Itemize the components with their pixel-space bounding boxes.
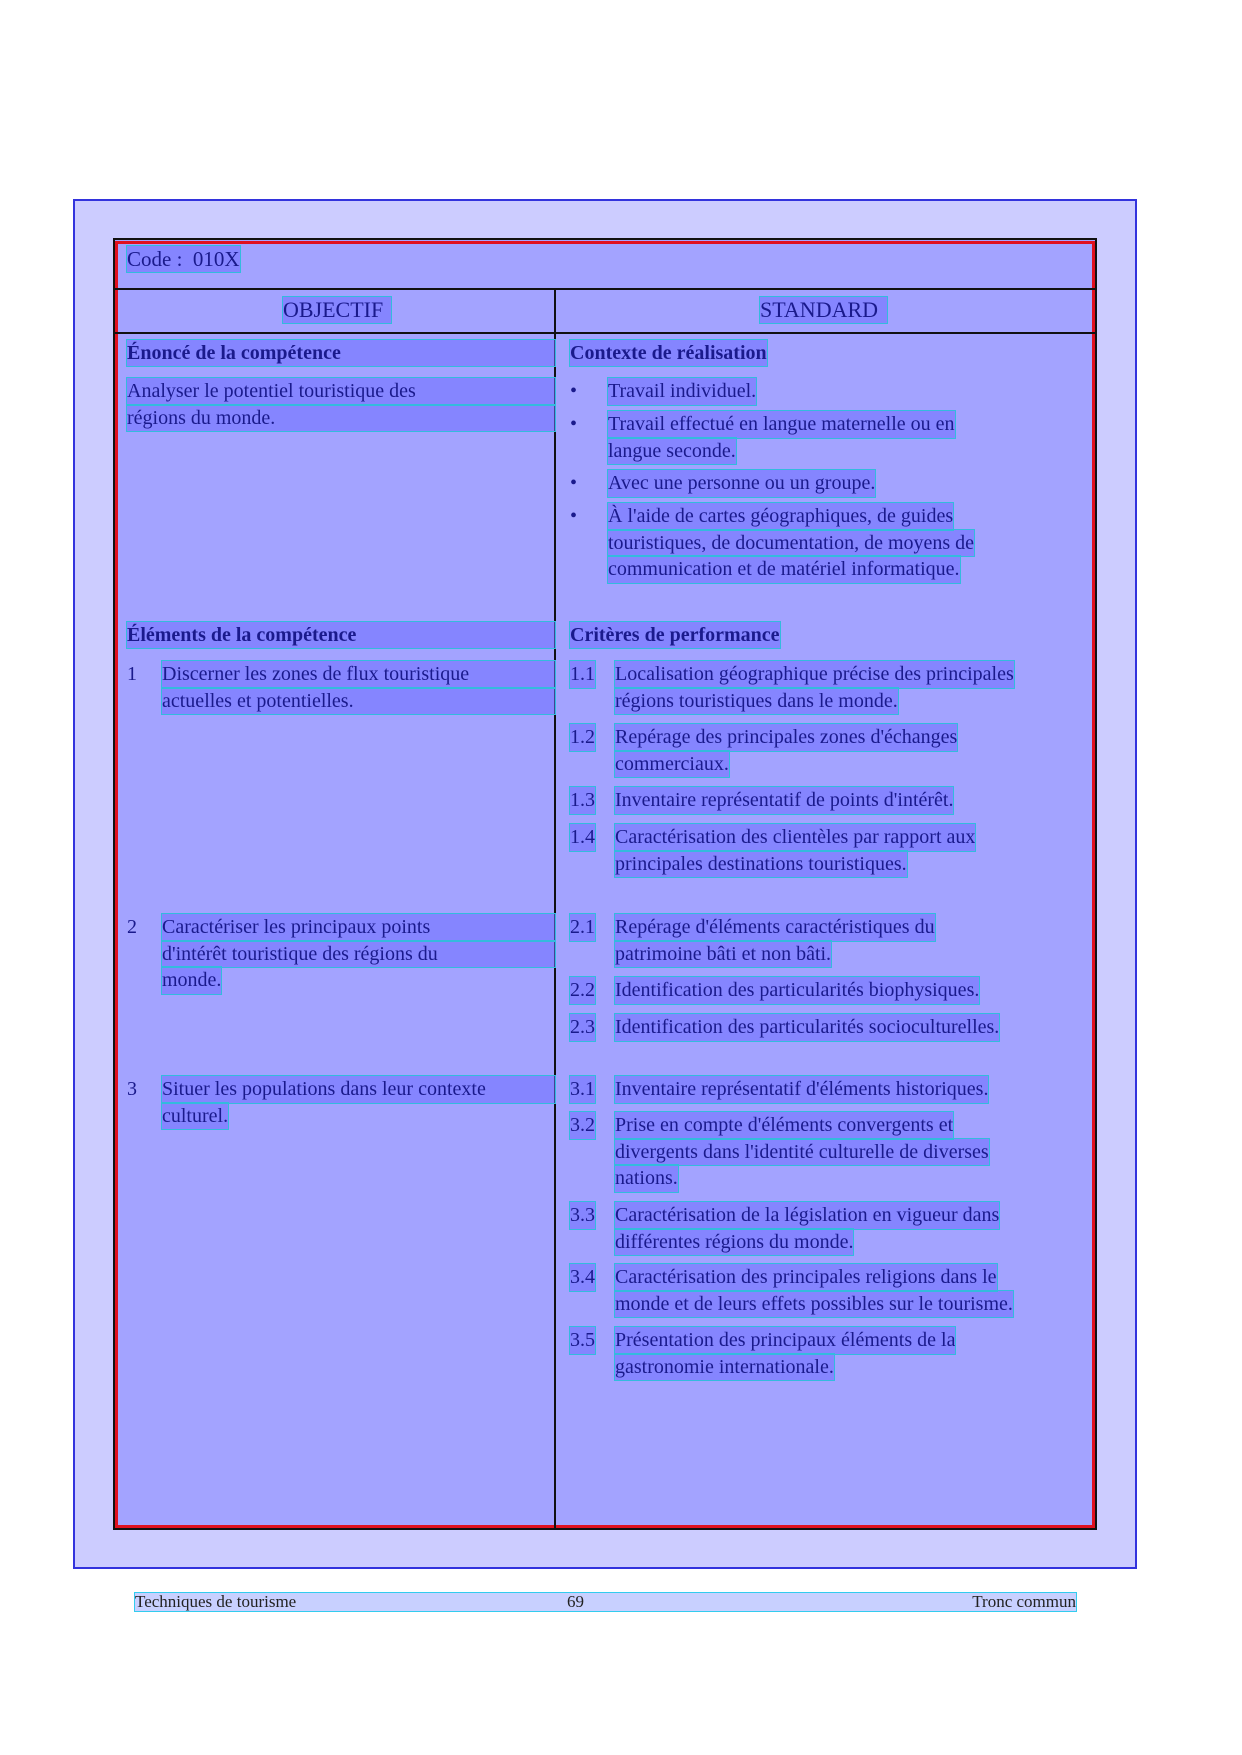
critere-line: principales destinations touristiques. xyxy=(615,851,907,878)
footer-program: Techniques de tourisme xyxy=(135,1592,297,1611)
objectif-header: OBJECTIF xyxy=(283,297,391,323)
element-line: Situer les populations dans leur contexte xyxy=(162,1076,555,1103)
bullet-icon: • xyxy=(570,380,578,402)
element-line: d'intérêt touristique des régions du xyxy=(162,941,555,968)
contexte-line: Travail effectué en langue maternelle ou en xyxy=(608,411,955,438)
critere-line: divergents dans l'identité culturelle de diverses xyxy=(615,1139,989,1166)
element-1 xyxy=(127,661,555,714)
element-number: 3 xyxy=(127,1078,137,1100)
critere-number: 1.1 xyxy=(570,661,595,688)
element-line: Discerner les zones de flux touristique xyxy=(162,661,555,688)
critere-number: 1.2 xyxy=(570,724,595,751)
page-footer xyxy=(135,1593,1076,1611)
header-divider-top xyxy=(113,288,1097,290)
standard-header: STANDARD xyxy=(760,297,887,323)
code-label: Code : 010X xyxy=(127,247,240,271)
critere-number: 2.2 xyxy=(570,977,595,1004)
critere-line: nations. xyxy=(615,1165,678,1192)
contexte-item xyxy=(570,378,756,405)
critere-line: Caractérisation des principales religions dans le xyxy=(615,1264,997,1291)
element-3 xyxy=(127,1076,555,1129)
critere-number: 3.1 xyxy=(570,1076,595,1103)
contexte-line: touristiques, de documentation, de moyens de xyxy=(608,530,974,557)
critere-number: 2.1 xyxy=(570,914,595,941)
critere-1-4 xyxy=(570,824,975,877)
contexte-line: communication et de matériel informatique. xyxy=(608,556,960,583)
critere-line: Identification des particularités socioculturelles. xyxy=(615,1014,999,1041)
element-line: culturel. xyxy=(162,1103,228,1130)
critere-line: Repérage des principales zones d'échanges xyxy=(615,724,957,751)
critere-line: Identification des particularités biophysiques. xyxy=(615,977,979,1004)
contexte-item xyxy=(570,470,875,497)
critere-line: Inventaire représentatif d'éléments historiques. xyxy=(615,1076,988,1103)
page-number: 69 xyxy=(567,1592,584,1611)
critere-1-2 xyxy=(570,724,957,777)
element-number: 1 xyxy=(127,663,137,685)
critere-3-3 xyxy=(570,1202,999,1255)
element-2 xyxy=(127,914,555,994)
critere-line: Caractérisation de la législation en vigueur dans xyxy=(615,1202,999,1229)
critere-line: patrimoine bâti et non bâti. xyxy=(615,941,831,968)
critere-line: Présentation des principaux éléments de la xyxy=(615,1327,955,1354)
critere-3-1 xyxy=(570,1076,988,1103)
critere-line: Caractérisation des clientèles par rapport aux xyxy=(615,824,975,851)
elements-title: Éléments de la compétence xyxy=(127,622,555,648)
contexte-line: À l'aide de cartes géographiques, de guides xyxy=(608,503,953,530)
element-number: 2 xyxy=(127,916,137,938)
contexte-line: Avec une personne ou un groupe. xyxy=(608,470,875,497)
element-line: monde. xyxy=(162,967,221,994)
critere-number: 1.3 xyxy=(570,787,595,814)
contexte-item xyxy=(570,411,955,464)
critere-3-5 xyxy=(570,1327,955,1380)
critere-2-1 xyxy=(570,914,935,967)
critere-number: 1.4 xyxy=(570,824,595,851)
contexte-line: Travail individuel. xyxy=(608,378,756,405)
critere-line: Repérage d'éléments caractéristiques du xyxy=(615,914,935,941)
critere-1-1 xyxy=(570,661,1014,714)
element-line: Caractériser les principaux points xyxy=(162,914,555,941)
bullet-icon: • xyxy=(570,413,578,435)
enonce-line: Analyser le potentiel touristique des xyxy=(127,378,555,405)
critere-number: 2.3 xyxy=(570,1014,595,1041)
critere-line: différentes régions du monde. xyxy=(615,1229,853,1256)
critere-line: gastronomie internationale. xyxy=(615,1354,834,1381)
enonce-text xyxy=(127,378,555,431)
critere-3-4 xyxy=(570,1264,1013,1317)
critere-line: Prise en compte d'éléments convergents et xyxy=(615,1112,953,1139)
footer-section: Tronc commun xyxy=(972,1592,1076,1611)
criteres-title: Critères de performance xyxy=(570,624,780,646)
bullet-icon: • xyxy=(570,472,578,494)
critere-2-3 xyxy=(570,1014,999,1041)
contexte-item xyxy=(570,503,974,583)
critere-1-3 xyxy=(570,787,953,814)
critere-line: régions touristiques dans le monde. xyxy=(615,688,898,715)
critere-line: monde et de leurs effets possibles sur le tourisme. xyxy=(615,1291,1013,1318)
header-divider-bottom xyxy=(113,332,1097,334)
critere-line: commerciaux. xyxy=(615,751,729,778)
element-line: actuelles et potentielles. xyxy=(162,688,555,715)
critere-line: Inventaire représentatif de points d'intérêt. xyxy=(615,787,953,814)
critere-number: 3.5 xyxy=(570,1327,595,1354)
critere-number: 3.2 xyxy=(570,1112,595,1139)
contexte-line: langue seconde. xyxy=(608,438,736,465)
column-divider xyxy=(554,290,556,1530)
critere-number: 3.3 xyxy=(570,1202,595,1229)
critere-3-2 xyxy=(570,1112,989,1192)
contexte-title: Contexte de réalisation xyxy=(570,342,767,364)
enonce-line: régions du monde. xyxy=(127,405,555,432)
critere-line: Localisation géographique précise des principales xyxy=(615,661,1014,688)
critere-2-2 xyxy=(570,977,979,1004)
critere-number: 3.4 xyxy=(570,1264,595,1291)
bullet-icon: • xyxy=(570,505,578,527)
enonce-title: Énoncé de la compétence xyxy=(127,340,555,366)
